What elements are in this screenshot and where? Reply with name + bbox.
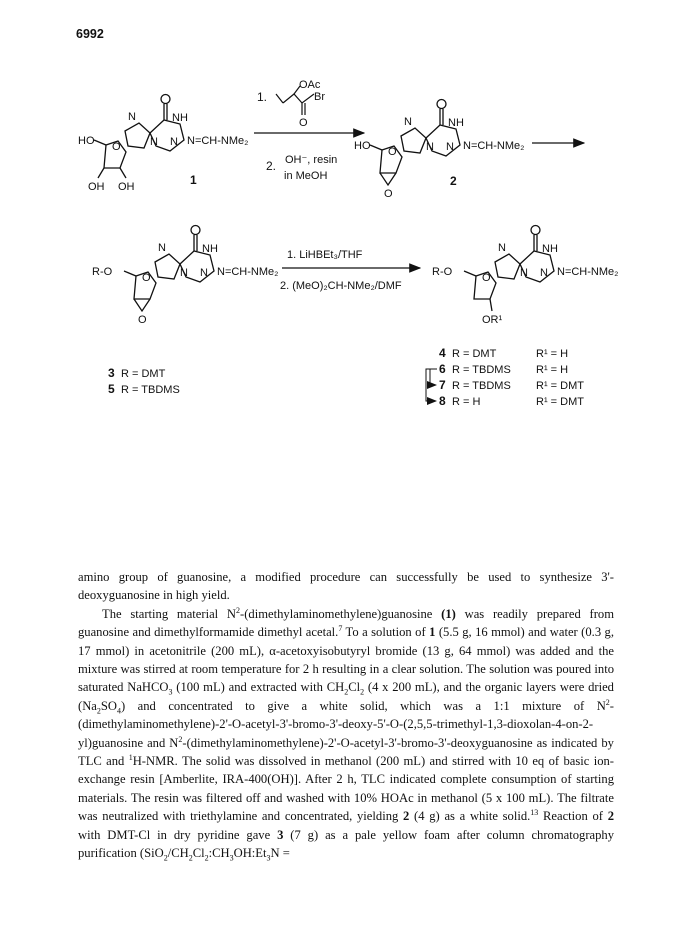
compound-3-structure (92, 226, 278, 327)
compound-1-structure (78, 95, 248, 194)
compound-number: 7 (439, 378, 446, 392)
legend-text: R = TBDMS (452, 364, 511, 376)
nh-label: NH (172, 112, 188, 124)
condition-text: in MeOH (284, 170, 328, 182)
n-label: N (158, 242, 166, 254)
ho-label: HO (354, 140, 371, 152)
n-label: N (446, 141, 454, 153)
oh-label: OH (118, 181, 135, 193)
legend-r1: R¹ = DMT (536, 396, 584, 408)
compound-number: 2 (450, 174, 457, 188)
n-label: N (150, 136, 158, 148)
o-label: O (482, 272, 491, 284)
legend-text: R = H (452, 396, 481, 408)
legend-left (108, 366, 180, 396)
n-label: N (180, 267, 188, 279)
legend-text: R = DMT (121, 368, 166, 380)
amidine-label: N=CH-NMe₂ (557, 266, 619, 278)
ro-label: R-O (92, 266, 113, 278)
n-label: N (200, 267, 208, 279)
compound-number: 1 (190, 173, 197, 187)
br-label: Br (314, 91, 325, 103)
o-label: O (299, 117, 308, 129)
ro-label: R-O (432, 266, 453, 278)
nh-label: NH (202, 243, 218, 255)
body-text (78, 568, 614, 863)
ho-label: HO (78, 135, 95, 147)
n-label: N (170, 136, 178, 148)
condition-text: 1. LiHBEt₃/THF (287, 249, 363, 261)
n-label: N (520, 267, 528, 279)
compound-number: 5 (108, 382, 115, 396)
oh-label: OH (88, 181, 105, 193)
legend-right (426, 346, 584, 408)
o-label: O (384, 188, 393, 200)
compound-2-structure (354, 100, 524, 201)
step-number: 2. (266, 159, 277, 173)
page-number: 6992 (76, 27, 104, 41)
nh-label: NH (448, 117, 464, 129)
paragraph: The starting material $N^2-(dimethylaminomethylene)guanosine$ (1) was readily prepared from guanosine and dimethylformamide dimethyl acetal.$^7$ To a solution of 1 (5.5 g, 16 mmol) and water (0.3 g, 17 mmol) in acetonitrile (200 mL), α-acetoxyisobutyryl bromide (13 g, 64 mmol) was added and the mixture was stirred at room temperature for 2 h resulting in a clear solution. The solution was poured into saturated NaHCO$_3$ (100 mL) and extracted with $CH_2Cl_2$ (4 x 200 mL), and the organic layers were dried $(Na_2SO_4)$ and concentrated to give a white solid, which was a 1:1 mixture of $N^2-(dimethylaminomethylene)-2'-O-acetyl-3'-bromo-3'-deoxy-5'-O-(2,5,5-trimethyl-1,3-dioxolan-4-on-2-yl)guanosine$ and $N^2-(dimethylaminomethylene)-2'-O-acetyl-3'-bromo-3'$-deoxyguanosine as indicated by TLC and $^1$H-NMR. The solid was dissolved in methanol (200 mL) and stirred with 10 eq of basic ion-exchange resin [Amberlite, IRA-400(OH)]. After 2 h, TLC indicated complete consumption of starting materials. The resin was filtered off and washed with 10% HOAc in methanol (5 x 100 mL). The filtrate was neutralized with triethylamine and concentrated, yielding 2 (4 g) as a white solid.$^{13}$ Reaction of 2 with DMT-Cl in dry pyridine gave 3 (7 g) as a pale yellow foam after column chromatography purification ($SiO_2/CH_2Cl_2:CH_3OH:Et_3N$ = (78, 605, 615, 863)
condition-text: 2. (MeO)₂CH-NMe₂/DMF (280, 280, 402, 292)
n-label: N (404, 116, 412, 128)
compound-number: 8 (439, 394, 446, 408)
legend-text: R = DMT (452, 348, 497, 360)
compound-4-structure (432, 226, 618, 327)
nh-label: NH (542, 243, 558, 255)
compound-number: 4 (439, 346, 446, 360)
oac-label: OAc (299, 79, 321, 91)
o-label: O (142, 272, 151, 284)
legend-r1: R¹ = H (536, 364, 569, 376)
o-label: O (112, 141, 121, 153)
amidine-label: N=CH-NMe₂ (463, 140, 525, 152)
step-number: 1. (257, 90, 268, 104)
step2-arrow (280, 249, 420, 292)
legend-r1: R¹ = H (536, 348, 569, 360)
step1-arrow (254, 79, 364, 182)
or1-label: OR¹ (482, 314, 503, 326)
n-label: N (426, 141, 434, 153)
legend-text: R = TBDMS (452, 380, 511, 392)
compound-number: 3 (108, 366, 115, 380)
legend-r1: R¹ = DMT (536, 380, 584, 392)
condition-text: OH⁻, resin (285, 154, 338, 166)
amidine-label: N=CH-NMe₂ (187, 135, 249, 147)
o-label: O (138, 314, 147, 326)
o-label: O (388, 146, 397, 158)
compound-number: 6 (439, 362, 446, 376)
n-label: N (128, 111, 136, 123)
paragraph: amino group of guanosine, a modified procedure can successfully be used to synthesize 3'-deoxyguanosine in high yield. (78, 570, 614, 603)
n-label: N (498, 242, 506, 254)
amidine-label: N=CH-NMe₂ (217, 266, 279, 278)
legend-text: R = TBDMS (121, 384, 180, 396)
n-label: N (540, 267, 548, 279)
